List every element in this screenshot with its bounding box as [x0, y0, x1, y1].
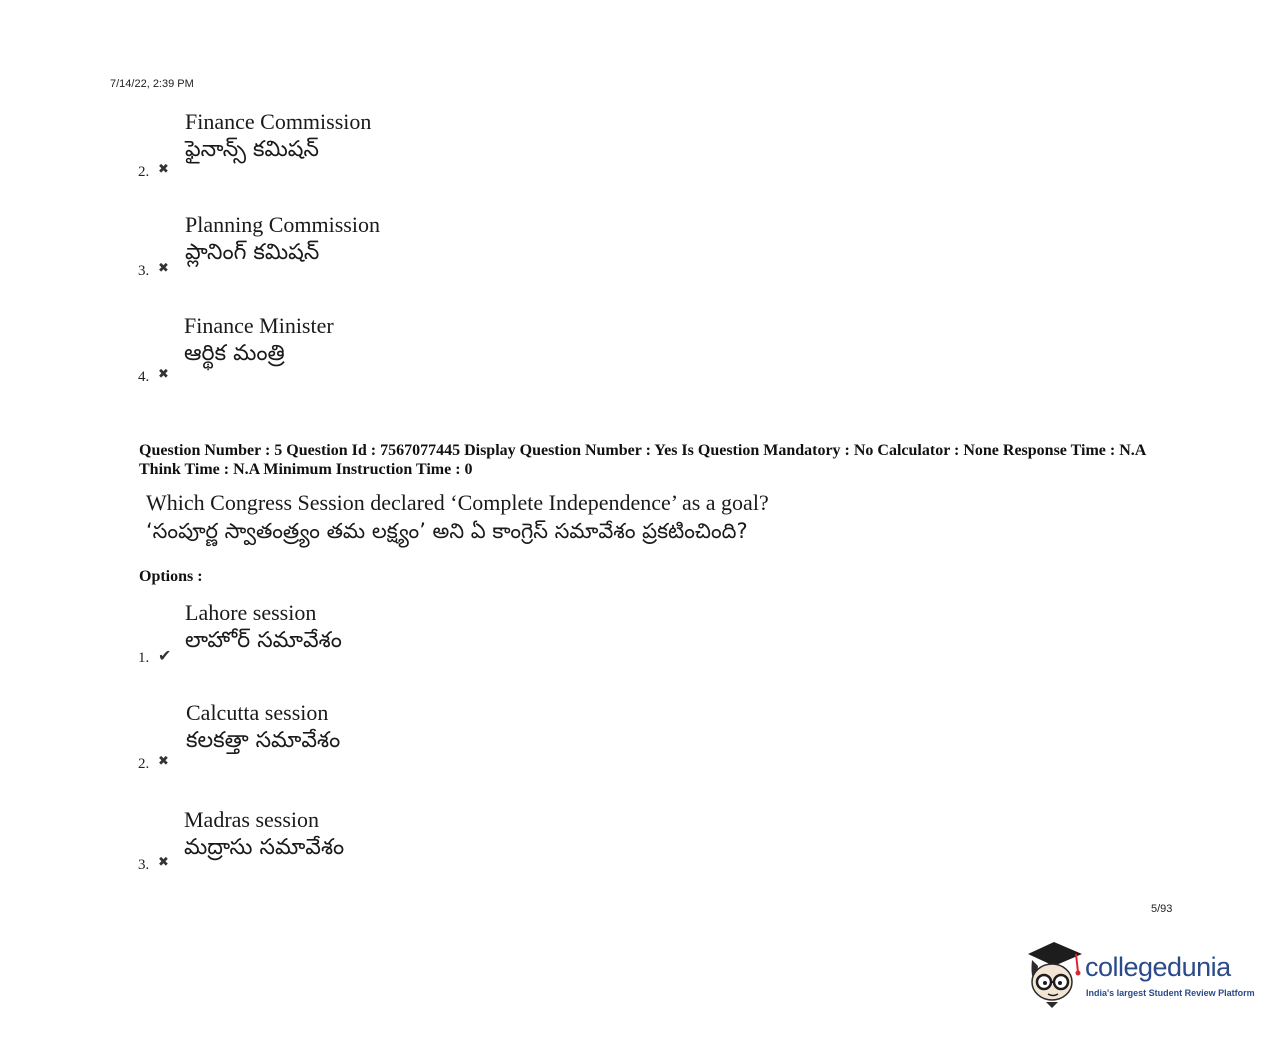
- option-item: [138, 700, 838, 780]
- options-label: Options :: [139, 568, 203, 585]
- question-text-telugu: ‘సంపూర్ణ స్వాతంత్ర్యం తమ లక్ష్యం’ అని ఏ కాంగ్రెస్ సమావేశం ప్రకటించింది?: [146, 519, 748, 543]
- check-icon: ✔: [158, 646, 172, 665]
- cross-icon: ✖: [158, 855, 169, 870]
- cross-icon: ✖: [158, 754, 169, 769]
- option-item: [138, 313, 838, 393]
- option-telugu: ప్లానింగ్ కమిషన్: [185, 240, 320, 265]
- option-english: Finance Commission: [185, 109, 372, 134]
- option-telugu: కలకత్తా సమావేశం: [186, 728, 341, 753]
- logo-wordmark: collegedunia: [1085, 952, 1231, 982]
- question-metadata: Question Number : 5 Question Id : 7567077445 Display Question Number : Yes Is Question Mandatory : No Calculator : None Response Time : N.A Think Time : N.A Minimum Instruction Time : 0: [139, 442, 1146, 478]
- logo-tagline: India's largest Student Review Platform: [1086, 988, 1255, 998]
- option-english: Madras session: [184, 807, 320, 832]
- option-item: [138, 109, 838, 189]
- cross-icon: ✖: [158, 162, 169, 177]
- option-number: 1.: [138, 650, 150, 666]
- option-number: 2.: [138, 164, 150, 180]
- option-english: Planning Commission: [185, 212, 380, 237]
- option-english: Calcutta session: [186, 700, 329, 725]
- print-timestamp: 7/14/22, 2:39 PM: [110, 78, 194, 90]
- option-telugu: ఆర్థిక మంత్రి: [184, 341, 285, 366]
- option-number: 3.: [138, 857, 150, 873]
- option-telugu: మద్రాసు సమావేశం: [184, 835, 345, 860]
- cross-icon: ✖: [158, 367, 169, 382]
- student-mascot-icon: [1024, 938, 1084, 1008]
- option-item: [138, 807, 838, 887]
- option-number: 2.: [138, 756, 150, 772]
- option-english: Finance Minister: [184, 313, 334, 338]
- question-text-english: Which Congress Session declared ‘Complete Independence’ as a goal?: [146, 490, 769, 515]
- option-telugu: లాహోర్ సమావేశం: [185, 628, 342, 653]
- option-item: [138, 212, 838, 292]
- option-english: Lahore session: [185, 600, 317, 625]
- cross-icon: ✖: [158, 261, 169, 276]
- option-item: [138, 600, 838, 680]
- option-telugu: ఫైనాన్స్ కమిషన్: [185, 137, 319, 162]
- collegedunia-logo: [1024, 938, 1264, 1010]
- option-number: 3.: [138, 263, 150, 279]
- option-number: 4.: [138, 369, 150, 385]
- page-number: 5/93: [1151, 903, 1173, 915]
